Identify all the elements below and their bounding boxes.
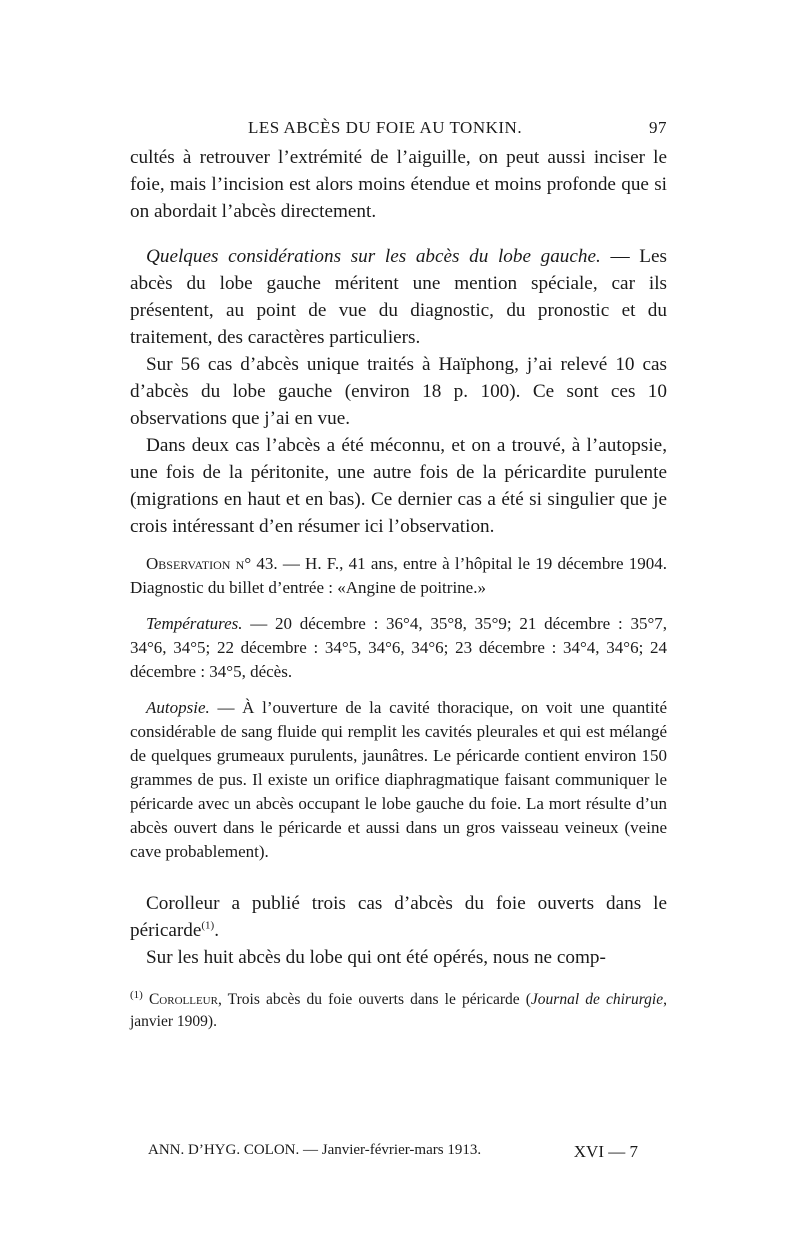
footnote-reference: (1) xyxy=(201,919,215,932)
running-title: LES ABCÈS DU FOIE AU TONKIN. xyxy=(248,118,523,137)
observation-block xyxy=(130,552,667,864)
closing-paragraph-2: Sur les huit abcès du lobe qui ont été opérés, nous ne comp- xyxy=(146,947,606,968)
page-footer xyxy=(148,1142,638,1166)
temperatures-label: Températures. xyxy=(146,614,243,633)
section-heading: Quelques considérations sur les abcès du lobe gauche. xyxy=(146,246,601,267)
autopsy-paragraph xyxy=(130,696,667,864)
footnote-journal: Journal de chirurgie xyxy=(530,991,664,1008)
observation-header xyxy=(130,552,667,600)
footnote-author: Corolleur xyxy=(148,991,218,1008)
observation-label: Observation n° 43. xyxy=(146,554,278,573)
running-header xyxy=(130,118,667,142)
footnote-text: , Trois abcès du foie ouverts dans le péricarde ( xyxy=(217,991,531,1008)
page-number: 97 xyxy=(649,118,667,137)
intro-paragraph: cultés à retrouver l’extrémité de l’aiguille, on peut aussi inciser le foie, mais l’incision est alors moins étendue et moins profonde que si on abordait l’abcès directement. xyxy=(130,147,667,222)
observation-text: — H. F., 41 ans, entre à l’hôpital le 19 décembre 1904. Diagnostic du billet d’entrée : «Angine de poitrine.» xyxy=(130,554,667,597)
autopsy-text: — À l’ouverture de la cavité thoracique, on voit une quantité considérable de sang fluide qui remplit les cavités pleurales et qui est mélangé de quelques grumeaux purulents, jaunâtres. Le péricarde contient environ 150 grammes de pus. Il existe un orifice diaphragmatique faisant communiquer le péricarde avec un abcès occupant le lobe gauche du foie. La mort résulte d’un abcès ouvert dans le péricarde et aussi dans un gros vaisseau veineux (veine cave probablement). xyxy=(130,698,667,861)
section-heading-tail: — Les abcès du lobe gauche méritent une mention spéciale, car ils présentent, au point de vue du diagnostic, du pronostic et du traitement, des caractères particuliers. xyxy=(130,246,667,348)
closing-paragraph-1 xyxy=(130,890,667,944)
closing-end: . xyxy=(214,920,219,941)
footnote-end: , janvier 1909). xyxy=(130,991,667,1030)
temperatures-text: — 20 décembre : 36°4, 35°8, 35°9; 21 décembre : 35°7, 34°6, 34°5; 22 décembre : 34°5, 34°6, 34°6; 23 décembre : 34°4, 34°6; 24 décembre : 34°5, décès. xyxy=(130,614,667,681)
closing-text: Corolleur a publié trois cas d’abcès du foie ouverts dans le péricarde xyxy=(130,893,667,941)
section-paragraph-3: Dans deux cas l’abcès a été méconnu, et on a trouvé, à l’autopsie, une fois de la péritonite, une autre fois de la péricardite purulente (migrations en haut et en bas). Ce dernier cas a été si singulier que je crois intéressant d’en résumer ici l’observation. xyxy=(130,435,667,537)
footer-journal: ANN. D’HYG. COLON. — Janvier-février-mars 1913. xyxy=(148,1142,482,1158)
footnote xyxy=(130,989,667,1033)
section-paragraph-1 xyxy=(130,243,667,351)
footnote-mark: (1) xyxy=(130,988,143,1001)
section-paragraph-2: Sur 56 cas d’abcès unique traités à Haïphong, j’ai relevé 10 cas d’abcès du lobe gauche (environ 18 p. 100). Ce sont ces 10 observations que j’ai en vue. xyxy=(130,354,667,429)
autopsy-label: Autopsie. xyxy=(146,698,210,717)
temperatures-paragraph xyxy=(130,612,667,684)
page-body xyxy=(130,144,667,1033)
footer-signature: XVI — 7 xyxy=(573,1142,638,1161)
